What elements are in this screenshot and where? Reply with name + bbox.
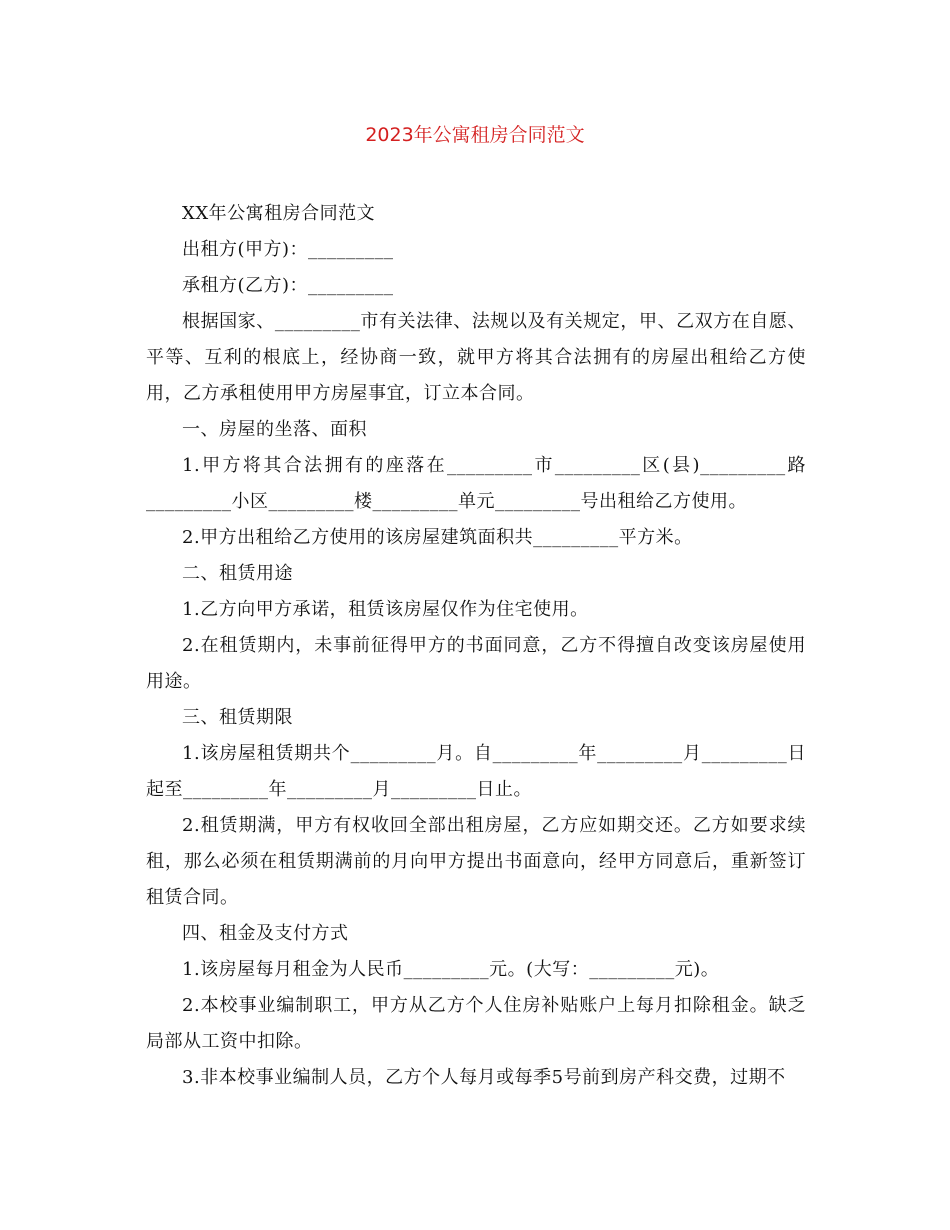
paragraph-preamble: 根据国家、_________市有关法律、法规以及有关规定，甲、乙双方在自愿、平等、互利的根底上，经协商一致，就甲方将其合法拥有的房屋出租给乙方使用，乙方承租使用甲方房屋事宜，订立本合同。 [146,311,806,404]
clause-rent-3: 3.非本校事业编制人员，乙方个人每月或每季5号前到房产科交费，过期不 [182,1067,786,1088]
paragraph-lessee: 承租方(乙方)：_________ [182,275,394,296]
section-heading-location: 一、房屋的坐落、面积 [182,419,367,440]
section-heading-usage: 二、租赁用途 [182,563,293,584]
clause-area: 2.甲方出租给乙方使用的该房屋建筑面积共_________平方米。 [182,527,693,548]
clause-rent-2: 2.本校事业编制职工，甲方从乙方个人住房补贴账户上每月扣除租金。缺乏局部从工资中扣除。 [146,995,806,1052]
document-title: 2023年公寓租房合同范文 [365,124,585,146]
document-body [146,196,806,1096]
section-heading-term: 三、租赁期限 [182,707,293,728]
clause-rent-1: 1.该房屋每月租金为人民币_________元。(大写：_________元)。 [182,959,720,980]
section-heading-rent: 四、租金及支付方式 [182,923,349,944]
paragraph-lessor: 出租方(甲方)：_________ [182,239,394,260]
clause-location: 1.甲方将其合法拥有的座落在_________市_________区(县)_________路_________小区_________楼_________单元_________号出租给乙方使用。 [146,455,806,512]
clause-usage-2: 2.在租赁期内，未事前征得甲方的书面同意，乙方不得擅自改变该房屋使用用途。 [146,635,806,692]
clause-term-1: 1.该房屋租赁期共个_________月。自_________年_________月_________日起至_________年_________月_________日止。 [146,743,806,800]
clause-term-2: 2.租赁期满，甲方有权收回全部出租房屋，乙方应如期交还。乙方如要求续租，那么必须在租赁期满前的月向甲方提出书面意向，经甲方同意后，重新签订租赁合同。 [146,815,806,908]
clause-usage-1: 1.乙方向甲方承诺，租赁该房屋仅作为住宅使用。 [182,599,589,620]
paragraph-heading: XX年公寓租房合同范文 [182,203,376,224]
